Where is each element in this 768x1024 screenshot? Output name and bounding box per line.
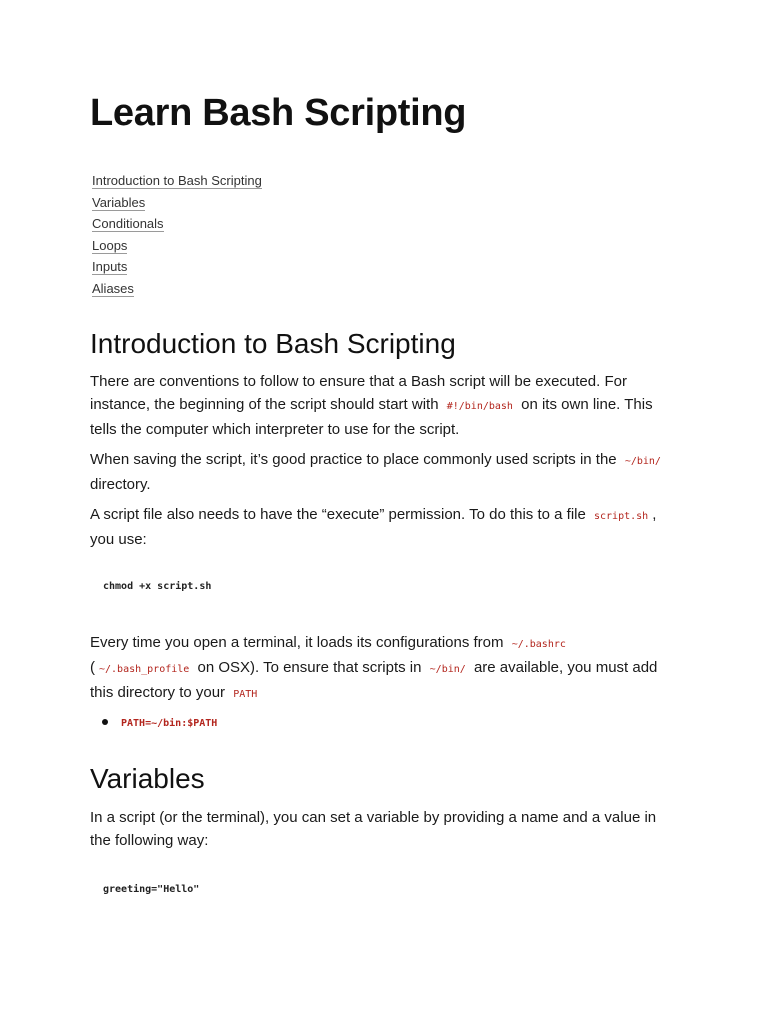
inline-code: script.sh bbox=[594, 511, 649, 522]
intro-paragraph-4 bbox=[90, 631, 670, 706]
bullet-icon bbox=[102, 719, 108, 725]
code-block: greeting="Hello" bbox=[103, 884, 200, 895]
text: A script file also needs to have the “execute” permission. To do this to a file bbox=[90, 506, 586, 523]
inline-code: ~/.bashrc bbox=[511, 639, 566, 650]
text: There are conventions to follow to ensure that a Bash script will be executed. For instance, the beginning of the script should start with bbox=[90, 373, 627, 413]
text: , you use: bbox=[90, 506, 657, 548]
text: directory. bbox=[90, 476, 151, 493]
toc-item bbox=[92, 213, 262, 235]
toc-link-introduction[interactable]: Introduction to Bash Scripting bbox=[92, 173, 262, 188]
toc-item bbox=[92, 192, 262, 214]
list-item bbox=[90, 713, 217, 731]
toc-item bbox=[92, 235, 262, 257]
section-heading-introduction: Introduction to Bash Scripting bbox=[90, 328, 456, 359]
inline-code: PATH bbox=[233, 689, 258, 700]
toc-item bbox=[92, 256, 262, 278]
inline-code: #!/bin/bash bbox=[446, 401, 513, 412]
inline-code: ~/.bash_profile bbox=[99, 664, 190, 675]
toc-item bbox=[92, 278, 262, 300]
table-of-contents bbox=[92, 170, 262, 300]
inline-code: PATH=~/bin:$PATH bbox=[121, 718, 218, 729]
text: Every time you open a terminal, it loads its configurations from bbox=[90, 634, 504, 651]
inline-code: ~/bin/ bbox=[429, 664, 466, 675]
bullet-list bbox=[90, 713, 217, 731]
code-block: chmod +x script.sh bbox=[103, 581, 212, 592]
intro-paragraph-2 bbox=[90, 448, 670, 496]
text: ( bbox=[90, 659, 95, 676]
text: are available, you must add this directory to your bbox=[90, 659, 658, 701]
toc-link-variables[interactable]: Variables bbox=[92, 194, 146, 210]
text: When saving the script, it’s good practice to place commonly used scripts in the bbox=[90, 451, 617, 468]
intro-paragraph-3 bbox=[90, 503, 670, 551]
toc-link-loops[interactable]: Loops bbox=[92, 237, 128, 253]
toc-item bbox=[92, 170, 262, 192]
page-title: Learn Bash Scripting bbox=[90, 92, 467, 134]
text: on its own line. This tells the computer which interpreter to use for the script. bbox=[90, 396, 653, 438]
section-heading-variables: Variables bbox=[90, 763, 205, 794]
toc-link-conditionals[interactable]: Conditionals bbox=[92, 216, 164, 232]
text: on OSX). To ensure that scripts in bbox=[197, 659, 422, 676]
toc-link-aliases[interactable]: Aliases bbox=[92, 280, 134, 296]
intro-paragraph-1 bbox=[90, 370, 670, 441]
variables-paragraph-1: In a script (or the terminal), you can set a variable by providing a name and a value in the following way: bbox=[90, 809, 657, 849]
toc-link-inputs[interactable]: Inputs bbox=[92, 259, 128, 275]
inline-code: ~/bin/ bbox=[624, 456, 661, 467]
